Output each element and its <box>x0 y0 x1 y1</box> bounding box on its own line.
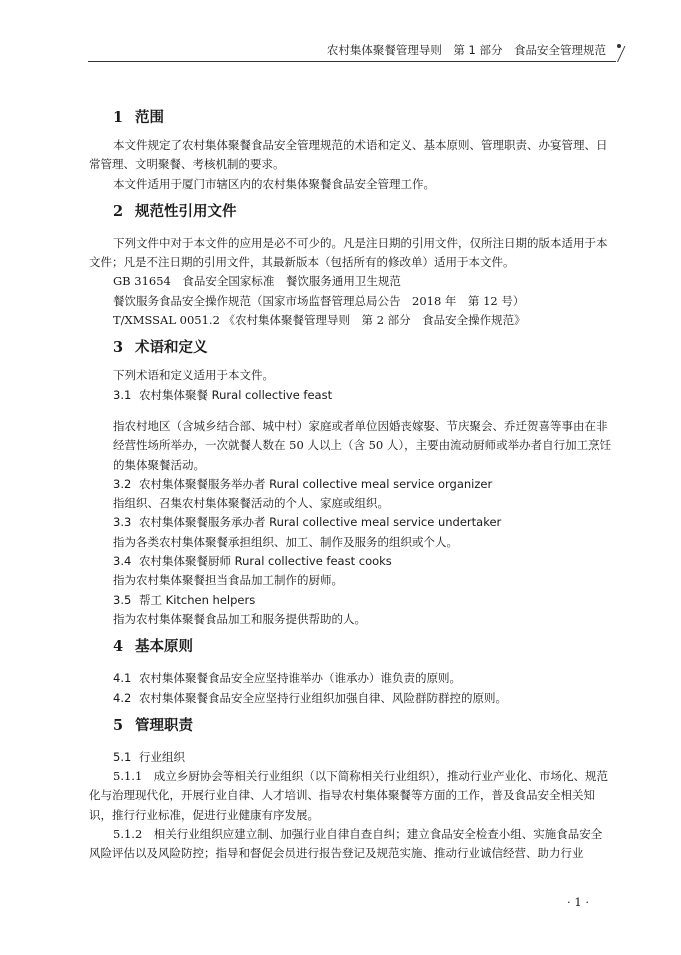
document-body <box>89 108 613 864</box>
subsection-5-1-heading <box>113 748 613 767</box>
term-number: 3.1 <box>113 387 132 402</box>
term-number: 3.4 <box>113 554 132 569</box>
header-dot-ornament <box>617 44 621 48</box>
section-2-paragraph-1: 下列文件中对于本文件的应用是必不可少的。凡是注日期的引用文件，仅所注日期的版本适用于本 文件；凡是不注日期的引用文件，其最新版本（包括所有的修改单）适用于本文件。 <box>89 235 608 270</box>
section-number: 3 <box>113 339 124 357</box>
section-number: 2 <box>113 202 124 220</box>
header-rule <box>88 61 616 62</box>
running-header <box>88 40 618 62</box>
section-title: 规范性引用文件 <box>135 202 237 220</box>
term-3-3-heading <box>113 513 613 532</box>
term-number: 3.3 <box>113 515 132 530</box>
term-title: 农村集体聚餐服务举办者 Rural collective meal service organizer <box>139 476 493 491</box>
section-5-heading <box>113 716 613 736</box>
section-1-paragraph-2: 本文件适用于厦门市辖区内的农村集体聚餐食品安全管理工作。 <box>113 176 435 191</box>
section-title: 管理职责 <box>135 716 193 734</box>
principle-number: 4.2 <box>113 690 132 705</box>
section-1-paragraph-1: 本文件规定了农村集体聚餐食品安全管理规范的术语和定义、基本原则、管理职责、办宴管理、日常管理、文明聚餐、考核机制的要求。 <box>89 138 608 172</box>
term-3-2-definition: 指组织、召集农村集体聚餐活动的个人、家庭或组织。 <box>113 496 389 511</box>
term-3-4-definition: 指为农村集体聚餐担当食品加工制作的厨师。 <box>113 573 343 588</box>
header-title: 农村集体聚餐管理导则 第 1 部分 食品安全管理规范 <box>326 43 606 57</box>
principle-text: 农村集体聚餐食品安全应坚持行业组织加强自律、风险群防群控的原则。 <box>139 690 507 705</box>
clause-5-1-1: 5.1.1 成立乡厨协会等相关行业组织（以下简称相关行业组织），推动行业产业化、市场化、规范化与治理现代化，开展行业自律、人才培训、指导农村集体聚餐等方面的工作，普及食品安全相关知识，推行行业标准，促进行业健康有序发展。 <box>89 769 609 822</box>
term-3-4-heading <box>113 552 613 571</box>
term-3-5-heading <box>113 591 613 610</box>
subsection-number: 5.1 <box>113 749 132 764</box>
term-title: 帮工 Kitchen helpers <box>139 592 256 607</box>
principle-text: 农村集体聚餐食品安全应坚持谁举办（谁承办）谁负责的原则。 <box>139 671 461 686</box>
term-3-2-heading <box>113 475 613 494</box>
term-3-3-definition: 指为各类农村集体聚餐承担组织、加工、制作及服务的组织或个人。 <box>113 534 458 549</box>
section-4-heading <box>113 637 613 657</box>
reference-item: 餐饮服务食品安全操作规范（国家市场监督管理总局公告 2018 年 第 12 号） <box>113 293 525 308</box>
term-number: 3.5 <box>113 592 132 607</box>
section-title: 术语和定义 <box>135 339 208 357</box>
section-1-heading <box>113 108 613 128</box>
principle-number: 4.1 <box>113 671 132 686</box>
term-3-1-definition: 指农村地区（含城乡结合部、城中村）家庭或者单位因婚丧嫁娶、节庆聚会、乔迁贺喜等事由在非经营性场所举办，一次就餐人数在 50 人以上（含 50 人），主要由流动厨师或举办者自行加工烹饪的集体聚餐活动。 <box>113 418 612 472</box>
subsection-title: 行业组织 <box>139 749 185 764</box>
reference-item: GB 31654 食品安全国家标准 餐饮服务通用卫生规范 <box>113 274 401 289</box>
term-title: 农村集体聚餐服务承办者 Rural collective meal service undertaker <box>139 515 502 530</box>
term-title: 农村集体聚餐厨师 Rural collective feast cooks <box>139 554 392 569</box>
term-number: 3.2 <box>113 476 132 491</box>
reference-item: T/XMSSAL 0051.2 《农村集体聚餐管理导则 第 2 部分 食品安全操作规范》 <box>113 313 526 328</box>
principle-4-1 <box>113 669 613 688</box>
term-title: 农村集体聚餐 Rural collective feast <box>139 387 333 402</box>
section-number: 4 <box>113 638 124 656</box>
section-2-heading <box>113 202 613 222</box>
section-title: 基本原则 <box>135 638 193 656</box>
header-hook-ornament <box>607 46 625 62</box>
section-3-heading <box>113 338 613 358</box>
term-3-5-definition: 指为农村集体聚餐食品加工和服务提供帮助的人。 <box>113 611 366 626</box>
principle-4-2 <box>113 689 613 708</box>
section-title: 范围 <box>135 109 164 126</box>
section-number: 1 <box>113 109 124 126</box>
section-number: 5 <box>113 716 124 734</box>
page-number: · 1 · <box>567 895 589 909</box>
clause-5-1-2: 5.1.2 相关行业组织应建立制、加强行业自律自查自纠；建立食品安全检查小组、实施食品安全风险评估以及风险防控；指导和督促会员进行报告登记及规范实施、推动行业诚信经营、助力行业 <box>89 827 603 861</box>
term-3-1-heading <box>113 386 613 405</box>
section-3-intro: 下列术语和定义适用于本文件。 <box>113 368 274 383</box>
